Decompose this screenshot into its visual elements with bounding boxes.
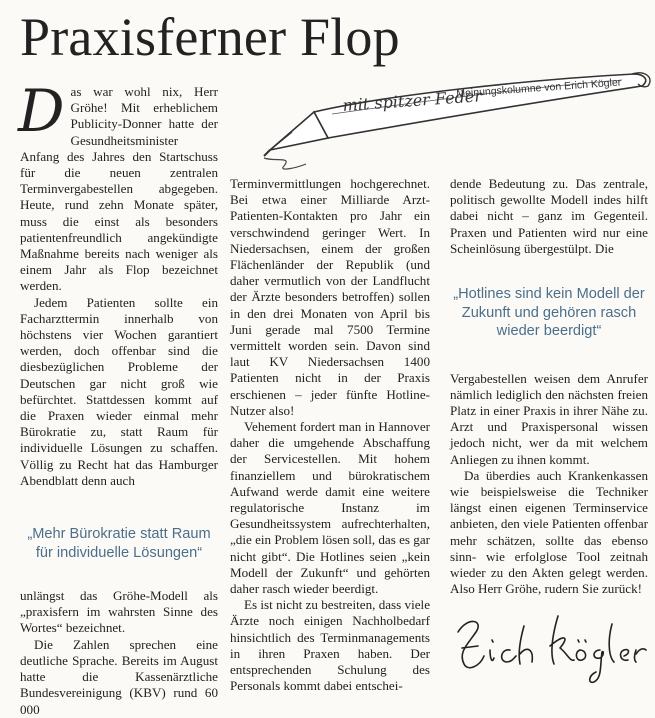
article-paragraph: Vehement fordert man in Hannover daher die umgehende Abschaffung der Servicestellen. Mit hohem finanziellem und bürokratischem Aufwand werde damit eine weitere regulatorische Instanz im Gesundheitssystem aufrechterhalten, „die ein Problem lösen soll, das es gar nicht gibt“. Die Hotlines seien „kein Modell der Zukunft“ und gehörten daher rasch wieder beerdigt. — [230, 419, 430, 597]
pull-quote: „Hotlines sind kein Modell der Zukunft und gehören rasch wieder beerdigt“ — [453, 286, 645, 340]
article-paragraph — [18, 77, 218, 295]
article-column-2 — [230, 176, 430, 695]
article-paragraph: Die Zahlen sprechen eine deutliche Sprache. Bereits im August hatte die Kassenärztliche Bundesvereinigung (KBV) rund 60 000 — [20, 636, 218, 717]
article-column-3 — [450, 176, 648, 597]
article-paragraph: Vergabestellen weisen dem Anrufer nämlich lediglich den nächsten freien Platz in einer Praxis in ihrer Nähe zu. Arzt und Praxispersonal wissen jedoch nicht, wer da mit welchem Anliegen zu ihnen kommt. — [450, 370, 648, 467]
article-paragraph: Es ist nicht zu bestreiten, dass viele Ärzte noch einigen Nachholbedarf hinsichtlich des Terminmanagements in ihren Praxen haben. Der entsprechenden Schulung des Personals kommt dabei entschei- — [230, 597, 430, 694]
article-paragraph: unlängst das Gröhe-Modell als „praxisfern im wahrsten Sinne des Wortes“ bezeichnet. — [20, 588, 218, 636]
headline: Praxisferner Flop — [20, 7, 400, 67]
handwritten-signature — [454, 596, 649, 686]
pull-quote: „Mehr Bürokratie statt Raum für individuelle Lösungen“ — [27, 526, 211, 561]
paragraph-text: as war wohl nix, Herr Gröhe! Mit erheblichem Publicity-Donner hatte der Gesundheitsminister Anfang des Jahres den Startschuss für die neuen zentralen Terminvergabestellen abgegeben. Heute, rund zehn Monate später, muss die einst als besonders patientenfreundlich angekündigte Maßnahme bereits nach weniger als einem Jahr als Flop bezeichnet werden. — [20, 84, 218, 294]
article-paragraph: Da überdies auch Krankenkassen wie beispielsweise die Techniker längst einen eigenen Terminservice anbieten, den viele Patienten offenbar mehr schätzen, sollte das ebenso sinn- wie erfolglose Tool zeitnah wieder zu den Akten gelegt werden. Also Herr Gröhe, rudern Sie zurück! — [450, 467, 648, 597]
drop-cap: D — [18, 77, 65, 145]
article-column-1 — [18, 77, 218, 718]
column-banner-subtitle: Meinungskolumne von Erich Kögler — [456, 76, 622, 100]
article-paragraph: dende Bedeutung zu. Das zentrale, politisch gewollte Modell indes hilft dabei nicht – ganz im Gegenteil. Praxen und Patienten wird nur eine Scheinlösung übergestülpt. Die — [450, 176, 648, 256]
article-paragraph: Jedem Patienten sollte ein Facharzttermin innerhalb von höchstens vier Wochen garantiert werden, doch offenbar sind die diesbezüglichen Probleme der Deutschen gar nicht groß wie befürchtet. Stattdessen kommt auf die Praxen wieder einmal mehr Bürokratie zu, statt Raum für individuelle Lösungen zu schaffen. Völlig zu Recht hat das Hamburger Abendblatt denn auch — [20, 294, 218, 488]
column-banner — [262, 66, 655, 170]
column-banner-title: mit spitzer Feder — [342, 86, 483, 115]
article-paragraph: Terminvermittlungen hochgerechnet. Bei etwa einer Milliarde Arzt-Patienten-Kontakten pro Jahr ein verschwindend geringer Wert. In Niedersachsen, einem der großen Flächenländer der Republik (und daher vermutlich von der Landflucht der Ärzte besonders betroffen) sollen in den drei Monaten von April bis Juni gerade mal 7500 Termine vermittelt worden sein. Davon sind laut KV Niedersachsen 1400 Patienten nicht in der Praxis erschienen – jeder fünfte Hotline-Nutzer also! — [230, 176, 430, 418]
